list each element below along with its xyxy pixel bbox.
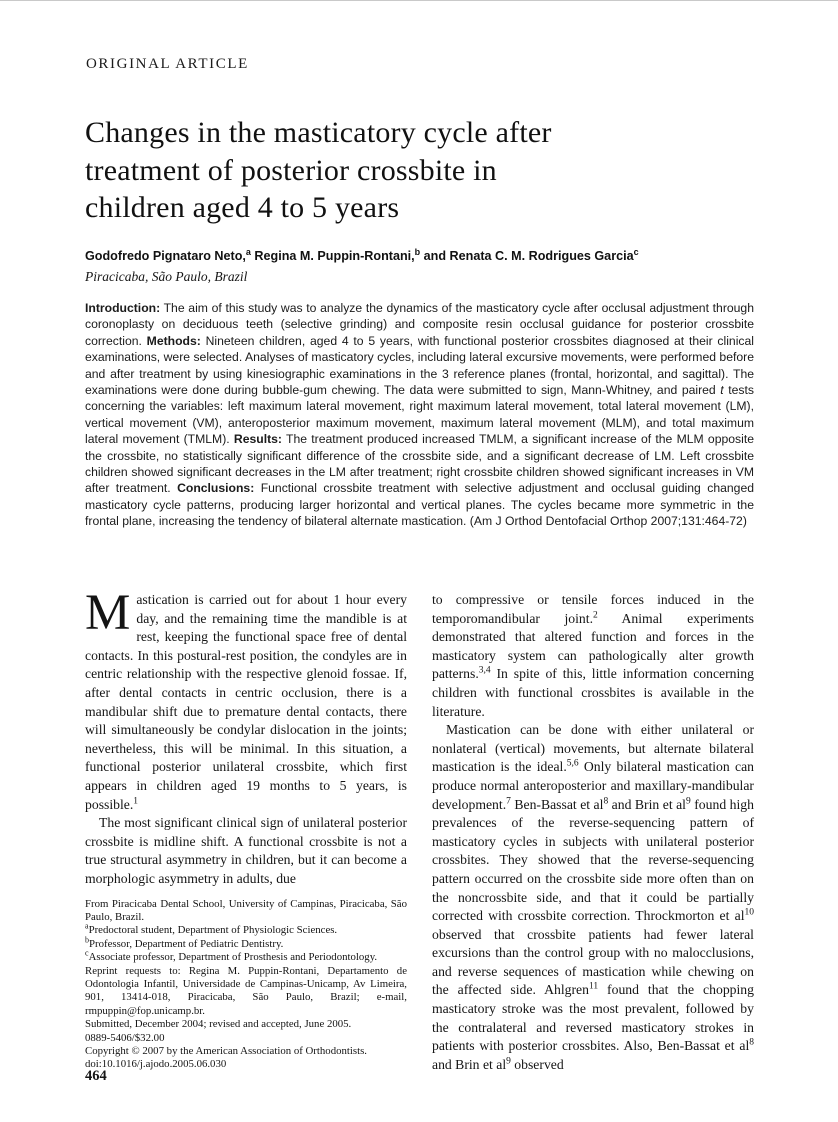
text-run: observed — [510, 1056, 564, 1072]
superscript: b — [414, 246, 421, 257]
text-run: Results: — [233, 432, 282, 447]
text-run: and Renata C. M. Rodrigues Garcia — [420, 249, 634, 263]
text-run: Associate professor, Department of Prosthesis and Periodontology. — [88, 951, 378, 964]
superscript: 9 — [686, 795, 691, 806]
superscript: 10 — [744, 907, 754, 918]
superscript: 8 — [749, 1037, 754, 1048]
text-run: Functional crossbite treatment with selective adjustment and occlusal guiding changed masticatory cycle patterns, producing larger horizontal and vertical planes. The cycles became more symmetric in the frontal plane, increasing the tendency of bilateral alternate mastication. (Am J Orthod Dentofacial Orthop 2007;131:464-72) — [85, 481, 754, 529]
paragraph — [85, 1058, 407, 1071]
text-run: doi:10.1016/j.ajodo.2005.06.030 — [85, 1058, 227, 1071]
text-run: Mastication can be done with either unilateral or nonlateral (vertical) movements, but alternate bilateral mastication is the ideal. — [432, 722, 754, 775]
paragraph — [85, 814, 407, 888]
text-run: 0889-5406/$32.00 — [85, 1031, 165, 1044]
text-run: Regina M. Puppin-Rontani, — [250, 249, 415, 263]
paragraph — [432, 591, 754, 721]
paragraph — [85, 898, 407, 925]
right-column — [432, 591, 754, 1074]
left-column — [85, 585, 407, 1074]
footnote-block — [85, 898, 407, 1072]
superscript: 11 — [588, 981, 599, 992]
superscript: a — [245, 246, 251, 257]
text-run: The aim of this study was to analyze the dynamics of the masticatory cycle after occlusal adjustment through coronoplasty on deciduous teeth (selective grinding) and composite resin occlusal guidance for posterior crossbite correction. — [85, 301, 754, 348]
text-run: Ben-Bassat et al — [510, 796, 604, 812]
superscript: c — [633, 246, 639, 257]
text-run: Submitted, December 2004; revised and accepted, June 2005. — [85, 1018, 352, 1031]
text-run: and Brin et al — [608, 796, 686, 812]
superscript: 5,6 — [566, 758, 579, 769]
text-run: found high prevalences of the reverse-sequencing pattern of masticatory cycles in subjects with unilateral posterior crossbites. They showed that the reverse-sequencing pattern occurred on the crossbite side more often than on the noncrossbite side, and that it could be partially corrected with crossbite correction. Throckmorton et al — [432, 796, 754, 924]
superscript: 2 — [593, 610, 598, 621]
paragraph — [85, 965, 407, 1019]
title-line-2: treatment of posterior crossbite in — [85, 153, 497, 187]
text-run: Copyright © 2007 by the American Association of Orthodontists. — [85, 1044, 367, 1057]
article-title — [85, 114, 552, 227]
paragraph — [432, 721, 754, 1074]
title-line-1: Changes in the masticatory cycle after — [85, 116, 552, 149]
superscript: 3,4 — [478, 665, 491, 676]
text-run: Predoctoral student, Department of Physiologic Sciences. — [88, 924, 338, 937]
affiliation-location: Piracicaba, São Paulo, Brazil — [85, 269, 248, 284]
body-columns — [85, 585, 754, 1074]
text-run: Reprint requests to: Regina M. Puppin-Rontani, Departamento de Odontologia Infantil, Universidade de Campinas-Unicamp, Av Limeira, 901, 13414-018, Piracicaba, São Paulo, Brazil; e-mail, rmpuppin@fop.unicamp.br. — [85, 964, 407, 1017]
text-run: From Piracicaba Dental School, University of Campinas, Piracicaba, São Paulo, Brazil. — [85, 897, 407, 923]
text-run: Methods: — [146, 333, 201, 348]
paragraph — [85, 1045, 407, 1058]
paragraph — [85, 948, 407, 964]
abstract-paragraph — [85, 300, 754, 530]
paragraph — [85, 935, 407, 951]
article-type-label: ORIGINAL ARTICLE — [86, 56, 249, 72]
text-run: observed that crossbite patients had fewer lateral excursions than the control group with no malocclusions, and reverse sequences of mastication while chewing on the affected side. Ahlgren — [432, 926, 754, 998]
superscript: 1 — [133, 795, 139, 806]
text-run: tests concerning the variables: left maximum lateral movement, right maximum lateral movement, total lateral movement (LM), vertical movement (VM), anteroposterior maximum movement, maximum lateral movement (MLM), and total maximum lateral movement (TMLM). — [85, 383, 755, 447]
text-run: In spite of this, little information concerning children with functional crossbites is available in the literature. — [432, 666, 754, 719]
text-run: and Brin et al — [432, 1056, 507, 1072]
paragraph — [85, 921, 407, 937]
superscript: a — [85, 921, 89, 931]
text-run: Nineteen children, aged 4 to 5 years, with functional posterior crossbites diagnosed at their clinical examinations, were selected. Analyses of masticatory cycles, including lateral excursive movements, were performed before and after treatment by using kinesiographic examinations in the 3 reference planes (frontal, horizontal, and sagittal). The examinations were done during bubble-gum chewing. The data were submitted to sign, Mann-Whitney, and paired — [85, 333, 754, 398]
text-run: The treatment produced increased TMLM, a significant increase of the MLM opposite the crossbite, no statistically significant difference of the crossbite side, and a significant decrease of LM. Left crossbite children showed significant decreases in the LM after treatment; right crossbite children showed significant increases in VM after treatment. — [85, 432, 755, 496]
text-run: Godofredo Pignataro Neto, — [85, 249, 246, 263]
text-run: to compressive or tensile forces induced in the temporomandibular joint. — [432, 592, 754, 626]
text-run: found that the chopping masticatory stroke was the most prevalent, followed by the contralateral and reversed masticatory strokes in patients with posterior crossbites. Also, Ben-Bassat et al — [432, 982, 754, 1054]
text-run: The most significant clinical sign of unilateral posterior crossbite is midline shift. A functional crossbite is not a true structural asymmetry in children, but it can become a morphologic asymmetry in adults, due — [85, 815, 407, 886]
text-run: Only bilateral mastication can produce normal anteroposterior and maxillary-mandibular development. — [432, 759, 754, 812]
title-line-3: children aged 4 to 5 years — [85, 191, 400, 224]
text-run: astication is carried out for about 1 hour every day, and the remaining time the mandible is at rest, keeping the functional space free of dental contacts. In this postural-rest position, the condyles are in centric relationship with the respective glenoid fossae. If, after dental contacts in centric occlusion, there is a mandibular shift due to premature dental contacts, there will simultaneously be condylar dislocation in the joints; nevertheless, this will be minimal. In this situation, a functional posterior unilateral crossbite, which first appears in children aged 19 months to 5 years, is possible. — [85, 592, 407, 812]
left-column-text — [85, 585, 407, 889]
paragraph — [85, 1018, 407, 1031]
superscript: c — [85, 948, 89, 958]
text-run: Animal experiments demonstrated that altered function and forces in the masticatory system can pathologically alter growth patterns. — [432, 610, 754, 682]
text-run: t — [720, 383, 724, 398]
text-run: Professor, Department of Pediatric Dentistry. — [89, 937, 284, 950]
text-run: Introduction: — [85, 301, 161, 315]
superscript: b — [85, 935, 89, 945]
superscript: 8 — [603, 795, 609, 806]
text-run: Conclusions: — [177, 481, 255, 496]
paragraph — [85, 1032, 407, 1045]
page-number: 464 — [85, 1068, 107, 1084]
superscript: 9 — [506, 1056, 511, 1067]
dropcap-letter: M — [85, 585, 131, 641]
paragraph — [85, 585, 407, 814]
superscript: 7 — [506, 795, 511, 806]
author-byline — [85, 246, 754, 263]
